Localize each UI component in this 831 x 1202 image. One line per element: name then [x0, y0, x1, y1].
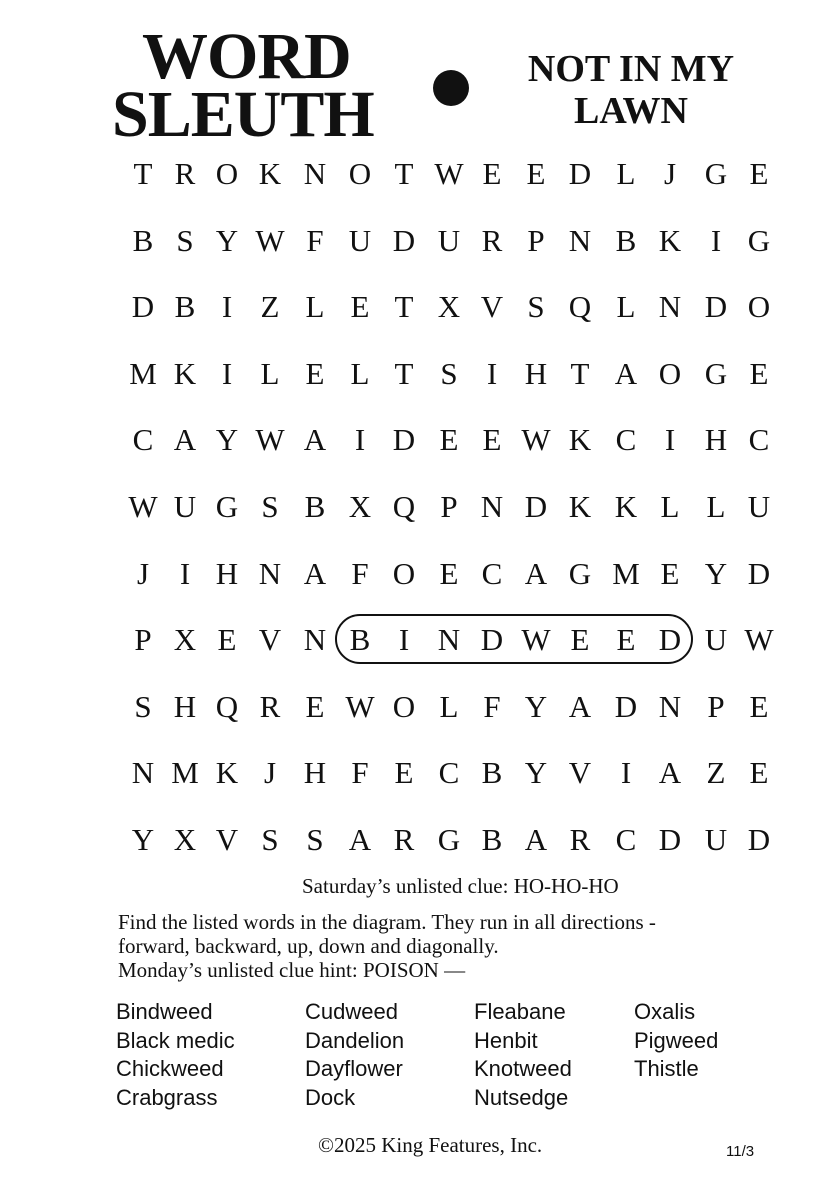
puzzle-theme — [500, 48, 762, 132]
grid-letter[interactable]: L — [706, 489, 726, 524]
word-list-item: Dandelion — [305, 1027, 405, 1053]
grid-letter[interactable]: G — [568, 555, 592, 591]
found-word-circle — [335, 614, 693, 664]
grid-letter[interactable]: E — [482, 156, 502, 191]
grid-letter[interactable]: Y — [215, 422, 239, 458]
word-list-column-1 — [116, 998, 235, 1112]
word-list-item: Oxalis — [634, 999, 696, 1024]
grid-letter[interactable]: W — [521, 422, 551, 458]
grid-letter[interactable]: Y — [524, 688, 548, 724]
grid-letter[interactable]: F — [483, 688, 501, 724]
grid-letter[interactable]: C — [481, 555, 503, 591]
grid-letter[interactable]: E — [482, 422, 502, 458]
grid-letter[interactable]: O — [348, 156, 372, 191]
grid-letter[interactable]: S — [261, 489, 279, 524]
word-list-column-3 — [474, 998, 572, 1112]
grid-letter[interactable]: F — [351, 555, 369, 591]
grid-letter[interactable]: D — [747, 555, 771, 591]
grid-letter[interactable]: D — [392, 422, 416, 458]
grid-letter[interactable]: U — [173, 489, 197, 524]
grid-letter[interactable]: N — [131, 755, 155, 791]
grid-letter[interactable]: E — [749, 156, 769, 191]
grid-letter[interactable]: E — [394, 755, 414, 791]
grid-letter[interactable]: W — [744, 622, 774, 658]
publish-date: 11/3 — [726, 1143, 755, 1160]
grid-letter[interactable]: L — [350, 355, 370, 391]
grid-letter[interactable]: I — [486, 355, 498, 391]
grid-letter[interactable]: H — [173, 688, 197, 724]
grid-letter[interactable]: A — [173, 422, 197, 458]
grid-letter[interactable]: K — [568, 489, 592, 524]
grid-letter[interactable]: S — [261, 822, 279, 857]
grid-letter[interactable]: H — [303, 755, 327, 791]
word-list-column-4 — [634, 998, 718, 1084]
grid-letter[interactable]: O — [747, 289, 771, 325]
grid-letter[interactable]: H — [704, 422, 728, 458]
grid-letter[interactable]: R — [481, 222, 503, 258]
grid-letter[interactable]: E — [749, 688, 769, 724]
grid-letter[interactable]: H — [215, 555, 239, 591]
logo-line-word: WORD — [142, 20, 351, 93]
grid-letter[interactable]: K — [215, 755, 239, 791]
grid-letter[interactable]: A — [658, 755, 682, 791]
grid-letter[interactable]: V — [215, 822, 239, 857]
grid-letter[interactable]: E — [749, 755, 769, 791]
grid-letter[interactable]: E — [749, 355, 769, 391]
theme-line-2: LAWN — [573, 90, 689, 132]
grid-letter[interactable]: S — [176, 222, 194, 258]
grid-letter[interactable]: T — [394, 355, 414, 391]
grid-letter[interactable]: O — [658, 355, 682, 391]
grid-letter[interactable]: Y — [131, 822, 155, 857]
saturday-clue: Saturday’s unlisted clue: HO-HO-HO — [302, 874, 619, 898]
grid-letter[interactable]: I — [710, 222, 722, 258]
grid-letter[interactable]: A — [614, 355, 638, 391]
grid-letter[interactable]: V — [480, 289, 504, 325]
grid-letter[interactable]: Y — [215, 222, 239, 258]
grid-letter[interactable]: L — [616, 156, 636, 191]
word-list-item: Thistle — [634, 1056, 699, 1081]
grid-letter[interactable]: Z — [706, 755, 726, 791]
grid-letter[interactable]: X — [348, 489, 372, 524]
logo-line-sleuth: SLEUTH — [112, 78, 374, 151]
word-list-item: Nutsedge — [474, 1084, 569, 1110]
grid-letter[interactable]: A — [303, 555, 327, 591]
instructions — [118, 910, 798, 982]
grid-letter[interactable]: E — [350, 289, 370, 325]
grid-letter[interactable]: G — [704, 156, 728, 191]
grid-letter[interactable]: C — [438, 755, 460, 791]
grid-letter[interactable]: L — [616, 289, 636, 325]
word-list-item: Fleabane — [474, 999, 566, 1024]
grid-letter[interactable]: Q — [568, 289, 592, 325]
word-list-item: Chickweed — [116, 1056, 224, 1081]
grid-letter[interactable]: U — [348, 222, 372, 258]
grid-letter[interactable]: G — [704, 355, 728, 391]
instructions-line-3: Monday’s unlisted clue hint: POISON — — [118, 958, 466, 982]
grid-letter[interactable]: N — [480, 489, 504, 524]
grid-letter[interactable]: C — [615, 822, 637, 857]
grid-letter[interactable]: S — [134, 688, 152, 724]
grid-letter[interactable]: T — [133, 156, 153, 191]
word-list-column-2 — [305, 998, 404, 1112]
grid-letter[interactable]: U — [704, 622, 728, 658]
grid-letter[interactable]: W — [255, 222, 285, 258]
grid-letter[interactable]: D — [480, 622, 504, 658]
grid-letter[interactable]: S — [440, 355, 458, 391]
grid-letter[interactable]: I — [620, 755, 632, 791]
word-list-item: Dayflower — [305, 1056, 403, 1081]
grid-letter[interactable]: L — [660, 489, 680, 524]
grid-letter[interactable]: F — [351, 755, 369, 791]
grid-letter[interactable]: B — [174, 289, 196, 325]
grid-letter[interactable]: A — [524, 822, 548, 857]
grid-letter[interactable]: D — [568, 156, 592, 191]
grid-letter[interactable]: O — [215, 156, 239, 191]
grid-letter[interactable]: C — [132, 422, 154, 458]
instructions-line-1: Find the listed words in the diagram. They run in all directions - — [118, 910, 656, 934]
grid-letter[interactable]: M — [129, 355, 157, 391]
grid-letter[interactable]: B — [132, 222, 154, 258]
grid-letter[interactable]: E — [616, 622, 636, 658]
grid-letter[interactable]: D — [131, 289, 155, 325]
instructions-line-2: forward, backward, up, down and diagonally. — [118, 934, 499, 958]
grid-letter[interactable]: E — [439, 422, 459, 458]
grid-letter[interactable]: N — [258, 555, 282, 591]
grid-letter[interactable]: E — [526, 156, 546, 191]
grid-letter[interactable]: R — [393, 822, 415, 857]
grid-letter[interactable]: B — [304, 489, 326, 524]
grid-letter[interactable]: X — [173, 822, 197, 857]
word-list-item: Bindweed — [116, 999, 213, 1024]
grid-letter[interactable]: M — [171, 755, 199, 791]
grid-letter[interactable]: B — [349, 622, 371, 658]
word-list-item: Black medic — [116, 1027, 235, 1053]
grid-letter[interactable]: T — [570, 355, 590, 391]
grid-letter[interactable]: N — [437, 622, 461, 658]
grid-letter[interactable]: G — [747, 222, 771, 258]
grid-letter[interactable]: U — [704, 822, 728, 857]
bullet-separator — [433, 70, 469, 106]
grid-letter[interactable]: K — [568, 422, 592, 458]
grid-letter[interactable]: Z — [260, 289, 280, 325]
word-list-item: Dock — [305, 1084, 356, 1110]
grid-letter[interactable]: E — [439, 555, 459, 591]
grid-letter[interactable]: H — [524, 355, 548, 391]
grid-letter[interactable]: N — [303, 156, 327, 191]
grid-letter[interactable]: P — [527, 222, 545, 258]
grid-letter[interactable]: J — [263, 755, 277, 791]
grid-letter[interactable]: I — [354, 422, 366, 458]
grid-letter[interactable]: A — [524, 555, 548, 591]
grid-letter[interactable]: F — [306, 222, 324, 258]
grid-letter[interactable]: D — [747, 822, 771, 857]
grid-letter[interactable]: L — [439, 688, 459, 724]
grid-letter[interactable]: I — [221, 355, 233, 391]
puzzle-header — [0, 0, 831, 150]
grid-letter[interactable]: I — [398, 622, 410, 658]
grid-letter[interactable]: E — [305, 355, 325, 391]
grid-letter[interactable]: W — [521, 622, 551, 658]
word-list-item: Henbit — [474, 1027, 538, 1053]
grid-letter[interactable]: S — [527, 289, 545, 325]
grid-letter[interactable]: P — [440, 489, 458, 524]
grid-letter[interactable]: B — [481, 822, 503, 857]
grid-letter[interactable]: J — [663, 156, 677, 191]
grid-letter[interactable]: A — [568, 688, 592, 724]
grid-letter[interactable]: P — [134, 622, 152, 658]
grid-letter[interactable]: W — [128, 489, 158, 524]
grid-letter[interactable]: S — [306, 822, 324, 857]
grid-letter[interactable]: R — [174, 156, 196, 191]
grid-letter[interactable]: R — [259, 688, 281, 724]
grid-letter[interactable]: V — [258, 622, 282, 658]
grid-letter[interactable]: O — [392, 555, 416, 591]
grid-letter[interactable]: W — [255, 422, 285, 458]
grid-letter[interactable]: O — [392, 688, 416, 724]
grid-letter[interactable]: T — [394, 156, 414, 191]
grid-letter[interactable]: I — [664, 422, 676, 458]
word-list-item: Pigweed — [634, 1027, 719, 1053]
grid-letter[interactable]: N — [303, 622, 327, 658]
grid-letter[interactable]: E — [217, 622, 237, 658]
theme-line-1: NOT IN MY — [527, 48, 735, 90]
word-list-item: Cudweed — [305, 999, 398, 1024]
word-list-item: Knotweed — [474, 1056, 572, 1081]
grid-letter[interactable]: Q — [392, 489, 416, 524]
grid-letter[interactable]: A — [348, 822, 372, 857]
grid-letter[interactable]: A — [303, 422, 327, 458]
grid-letter[interactable]: E — [305, 688, 325, 724]
grid-letter[interactable]: Q — [215, 688, 239, 724]
grid-letter[interactable]: B — [615, 222, 637, 258]
grid-letter[interactable]: G — [215, 489, 239, 524]
grid-letter[interactable]: Y — [524, 755, 548, 791]
copyright-notice: ©2025 King Features, Inc. — [318, 1133, 543, 1157]
word-list-item: Crabgrass — [116, 1084, 218, 1110]
grid-letter[interactable]: K — [658, 222, 682, 258]
grid-letter[interactable]: U — [747, 489, 771, 524]
grid-letter[interactable]: G — [437, 822, 461, 857]
grid-letter[interactable]: J — [136, 555, 150, 591]
grid-letter[interactable]: W — [434, 156, 464, 191]
grid-letter[interactable]: N — [658, 688, 682, 724]
grid-letter[interactable]: L — [260, 355, 280, 391]
grid-letter[interactable]: W — [345, 688, 375, 724]
grid-letter[interactable]: Y — [704, 555, 728, 591]
grid-letter[interactable]: D — [658, 622, 682, 658]
grid-letter[interactable]: I — [179, 555, 191, 591]
grid-letter[interactable]: D — [614, 688, 638, 724]
grid-letter[interactable]: D — [524, 489, 548, 524]
grid-letter[interactable]: B — [481, 755, 503, 791]
grid-letter[interactable]: L — [305, 289, 325, 325]
grid-letter[interactable]: X — [173, 622, 197, 658]
grid-letter[interactable]: D — [392, 222, 416, 258]
grid-letter[interactable]: M — [612, 555, 640, 591]
grid-letter[interactable]: K — [614, 489, 638, 524]
grid-letter[interactable]: D — [704, 289, 728, 325]
grid-letter[interactable]: I — [221, 289, 233, 325]
grid-letter[interactable]: D — [658, 822, 682, 857]
grid-letter[interactable]: K — [173, 355, 197, 391]
grid-letter[interactable]: P — [707, 688, 725, 724]
grid-letter[interactable]: E — [570, 622, 590, 658]
grid-letter[interactable]: T — [394, 289, 414, 325]
grid-letter[interactable]: R — [569, 822, 591, 857]
grid-letter[interactable]: N — [568, 222, 592, 258]
grid-letter[interactable]: C — [748, 422, 770, 458]
grid-letter[interactable]: E — [660, 555, 680, 591]
grid-letter[interactable]: C — [615, 422, 637, 458]
grid-letter[interactable]: U — [437, 222, 461, 258]
grid-letter[interactable]: N — [658, 289, 682, 325]
grid-letter[interactable]: K — [258, 156, 282, 191]
grid-letter[interactable]: X — [437, 289, 461, 325]
grid-letter[interactable]: V — [568, 755, 592, 791]
